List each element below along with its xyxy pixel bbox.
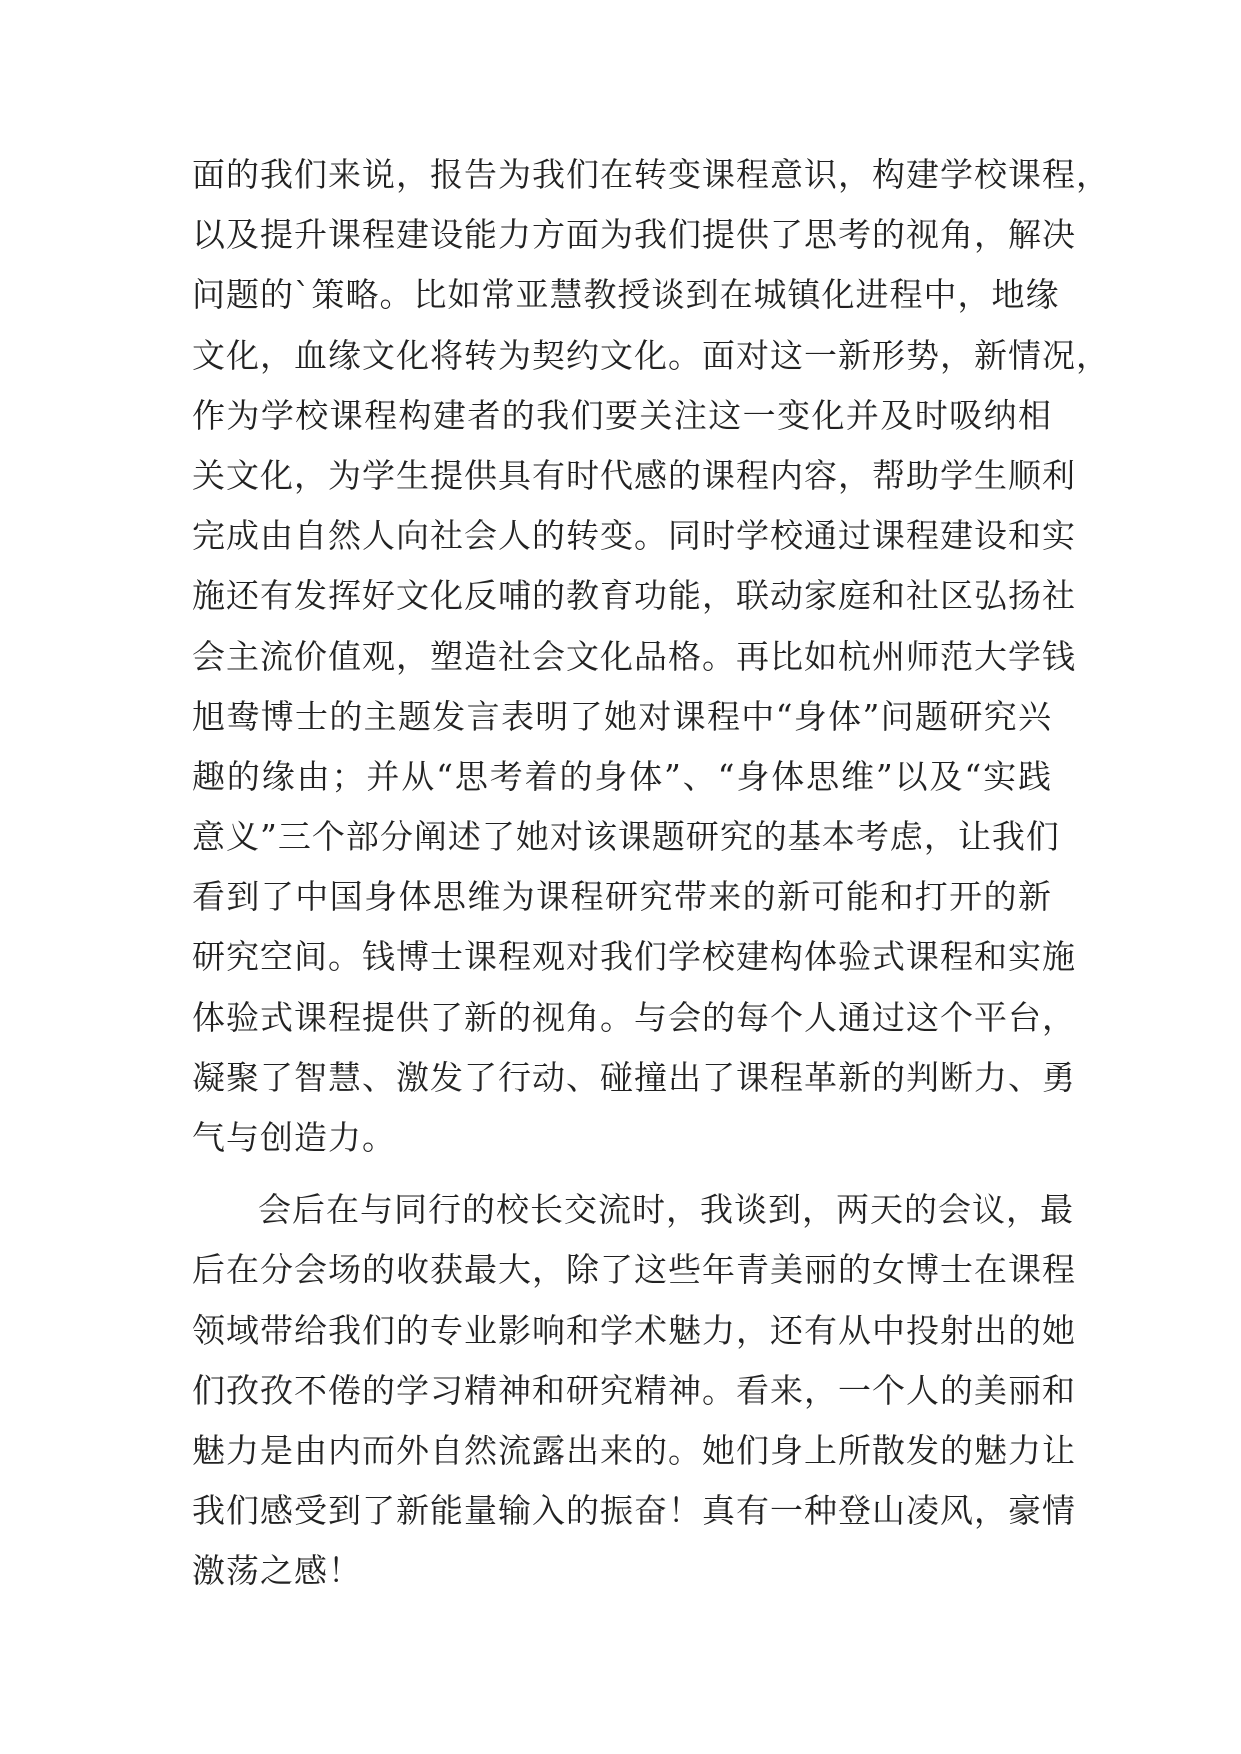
paragraph-1 (192, 145, 1110, 1168)
text-line: 关文化，为学生提供具有时代感的课程内容，帮助学生顺利 (192, 455, 1076, 495)
text-line: 凝聚了智慧、激发了行动、碰撞出了课程革新的判断力、勇 (192, 1057, 1076, 1097)
text-line: 完成由自然人向社会人的转变。同时学校通过课程建设和实 (192, 516, 1076, 556)
text-line: 激荡之感！ (192, 1551, 362, 1591)
text-line: 领域带给我们的专业影响和学术魅力，还有从中投射出的她 (192, 1310, 1076, 1350)
text-line: 作为学校课程构建者的我们要关注这一变化并及时吸纳相 (192, 395, 1052, 435)
text-line: 魅力是由内而外自然流露出来的。她们身上所散发的魅力让 (192, 1430, 1076, 1470)
body-text (192, 145, 1110, 1602)
text-line: 气与创造力。 (192, 1118, 396, 1157)
text-line: 我们感受到了新能量输入的振奋！真有一种登山凌风，豪情 (192, 1491, 1076, 1531)
text-line: 研究空间。钱博士课程观对我们学校建构体验式课程和实施 (192, 937, 1076, 977)
text-line: 问题的`策略。比如常亚慧教授谈到在城镇化进程中，地缘 (192, 275, 1060, 315)
text-line: 会后在与同行的校长交流时，我谈到，两天的会议，最 (258, 1190, 1074, 1230)
text-line: 以及提升课程建设能力方面为我们提供了思考的视角，解决 (192, 215, 1076, 255)
text-line: 趣的缘由；并从“思考着的身体”、“身体思维”以及“实践 (192, 756, 1052, 796)
text-line: 面的我们来说，报告为我们在转变课程意识，构建学校课程， (192, 155, 1110, 194)
text-line: 们孜孜不倦的学习精神和研究精神。看来，一个人的美丽和 (192, 1370, 1076, 1410)
paragraph-2 (192, 1180, 1076, 1601)
text-line: 看到了中国身体思维为课程研究带来的新可能和打开的新 (192, 877, 1052, 917)
text-line: 意义”三个部分阐述了她对该课题研究的基本考虑，让我们 (192, 817, 1060, 857)
text-line: 体验式课程提供了新的视角。与会的每个人通过这个平台， (192, 997, 1076, 1037)
text-line: 旭鸯博士的主题发言表明了她对课程中“身体”问题研究兴 (192, 696, 1052, 736)
text-line: 后在分会场的收获最大，除了这些年青美丽的女博士在课程 (192, 1250, 1076, 1290)
paragraph-gap (192, 1168, 1052, 1180)
text-line: 施还有发挥好文化反哺的教育功能，联动家庭和社区弘扬社 (192, 576, 1076, 616)
text-line: 文化，血缘文化将转为契约文化。面对这一新形势，新情况， (192, 335, 1110, 375)
text-line: 会主流价值观，塑造社会文化品格。再比如杭州师范大学钱 (192, 636, 1076, 676)
